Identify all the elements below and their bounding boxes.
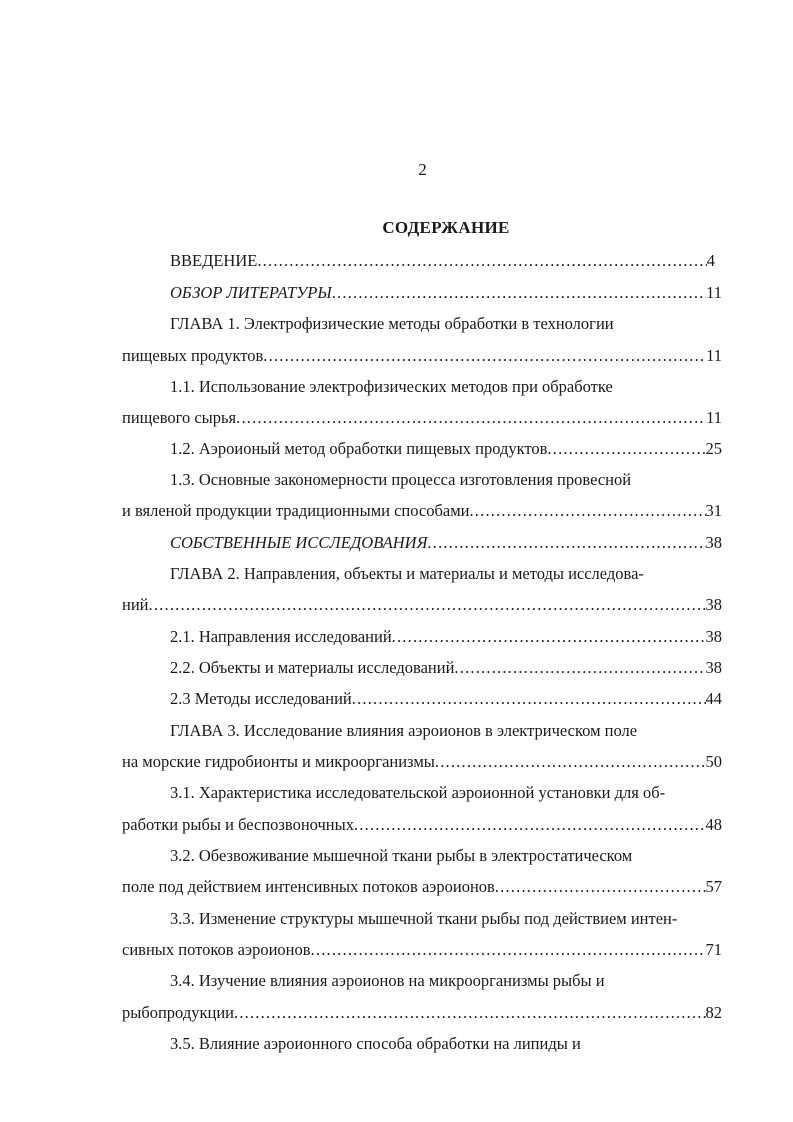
toc-entry-section-1-1-line-1 [170,374,613,400]
leader-dots [149,592,706,618]
leader-dots [236,405,706,431]
toc-entry-text: 1.3. Основные закономерности процесса изготовления провесной [170,470,632,489]
toc-entry-text: 1.1. Использование электрофизических методов при обработке [170,377,613,396]
toc-entry-page: 71 [705,940,722,959]
toc-entry-text: и вяленой продукции традиционными способами [122,501,470,520]
toc-entry-page: 57 [705,877,722,896]
toc-entry-section-3-3-line-2 [122,937,722,963]
toc-entry-text: ний [122,595,149,614]
toc-entry-section-3-5-line-1 [170,1031,581,1057]
toc-entry-section-3-4-line-2 [122,1000,722,1026]
toc-entry-page: 82 [705,1003,722,1022]
leader-dots [547,436,705,462]
toc-entry-section-1-3-line-2 [122,498,722,524]
toc-entry-text: ГЛАВА 3. Исследование влияния аэроионов в электрическом поле [170,721,638,740]
toc-entry-section-2-2 [170,655,722,681]
toc-entry-section-3-4-line-1 [170,968,605,994]
leader-dots [234,1000,706,1026]
toc-entry-text: СОБСТВЕННЫЕ ИССЛЕДОВАНИЯ [170,533,428,552]
toc-entry-chapter-1-line-2 [122,343,722,369]
toc-entry-text: работки рыбы и беспозвоночных [122,815,354,834]
toc-entry-section-2-1 [170,624,722,650]
toc-entry-text: 3.2. Обезвоживание мышечной ткани рыбы в электростатическом [170,846,633,865]
toc-entry-literature-review [170,280,722,306]
toc-entry-chapter-1-line-1 [170,311,614,337]
leader-dots [495,874,706,900]
toc-entry-section-3-1-line-2 [122,812,722,838]
toc-entry-page: 31 [705,501,722,520]
toc-entry-page: 38 [705,595,722,614]
toc-entry-page: 38 [705,658,722,677]
page-number: 2 [418,160,427,179]
toc-entry-text: 3.3. Изменение структуры мышечной ткани рыбы под действием интен- [170,909,678,928]
toc-entry-text: 3.1. Характеристика исследовательской аэроионной установки для об- [170,783,666,802]
toc-entry-page: 4 [706,251,715,270]
toc-entry-text: сивных потоков аэроионов [122,940,311,959]
toc-entry-text: ОБЗОР ЛИТЕРАТУРЫ [170,283,332,302]
toc-entry-text: 3.4. Изучение влияния аэроионов на микроорганизмы рыбы и [170,971,605,990]
toc-entry-page: 50 [705,752,722,771]
toc-entry-chapter-3-line-2 [122,749,722,775]
toc-entry-text: 1.2. Аэроионый метод обработки пищевых продуктов [170,439,548,458]
toc-entry-text: ГЛАВА 1. Электрофизические методы обработки в технологии [170,314,614,333]
leader-dots [469,498,705,524]
toc-entry-text: 2.1. Направления исследований [170,627,392,646]
leader-dots [454,655,705,681]
toc-entry-section-2-3 [170,686,722,712]
toc-entry-page: 11 [706,283,722,302]
leader-dots [263,343,706,369]
toc-entry-introduction [170,248,715,274]
leader-dots [354,812,706,838]
toc-entry-section-1-1-line-2 [122,405,722,431]
toc-entry-own-research [170,530,722,556]
toc-entry-page: 11 [706,346,722,365]
toc-entry-section-1-2 [170,436,722,462]
leader-dots [257,248,706,274]
toc-entry-chapter-3-line-1 [170,718,637,744]
leader-dots [392,624,706,650]
leader-dots [332,280,706,306]
toc-entry-text: 3.5. Влияние аэроионного способа обработки на липиды и [170,1034,581,1053]
toc-entry-page: 11 [706,408,722,427]
toc-entry-page: 25 [705,439,722,458]
toc-entry-text: 2.3 Методы исследований [170,689,352,708]
toc-entry-section-3-3-line-1 [170,906,677,932]
toc-entry-text: 2.2. Объекты и материалы исследований [170,658,455,677]
toc-entry-text: ВВЕДЕНИЕ [170,251,258,270]
toc-entry-page: 44 [705,689,722,708]
toc-title: СОДЕРЖАНИЕ [382,218,510,237]
toc-entry-page: 38 [705,627,722,646]
leader-dots [352,686,706,712]
toc-entry-page: 48 [705,815,722,834]
toc-entry-text: ГЛАВА 2. Направления, объекты и материалы и методы исследова- [170,564,644,583]
toc-entry-text: рыбопродукции [122,1003,234,1022]
toc-entry-section-1-3-line-1 [170,467,631,493]
toc-entry-page: 38 [705,533,722,552]
toc-entry-text: пищевых продуктов [122,346,264,365]
toc-entry-text: на морские гидробионты и микроорганизмы [122,752,435,771]
leader-dots [435,749,706,775]
toc-entry-chapter-2-line-2 [122,592,722,618]
toc-entry-chapter-2-line-1 [170,561,644,587]
toc-entry-section-3-2-line-2 [122,874,722,900]
leader-dots [427,530,705,556]
toc-entry-text: пищевого сырья [122,408,237,427]
toc-entry-text: поле под действием интенсивных потоков аэроионов [122,877,495,896]
leader-dots [311,937,706,963]
toc-entry-section-3-1-line-1 [170,780,665,806]
toc-entry-section-3-2-line-1 [170,843,632,869]
